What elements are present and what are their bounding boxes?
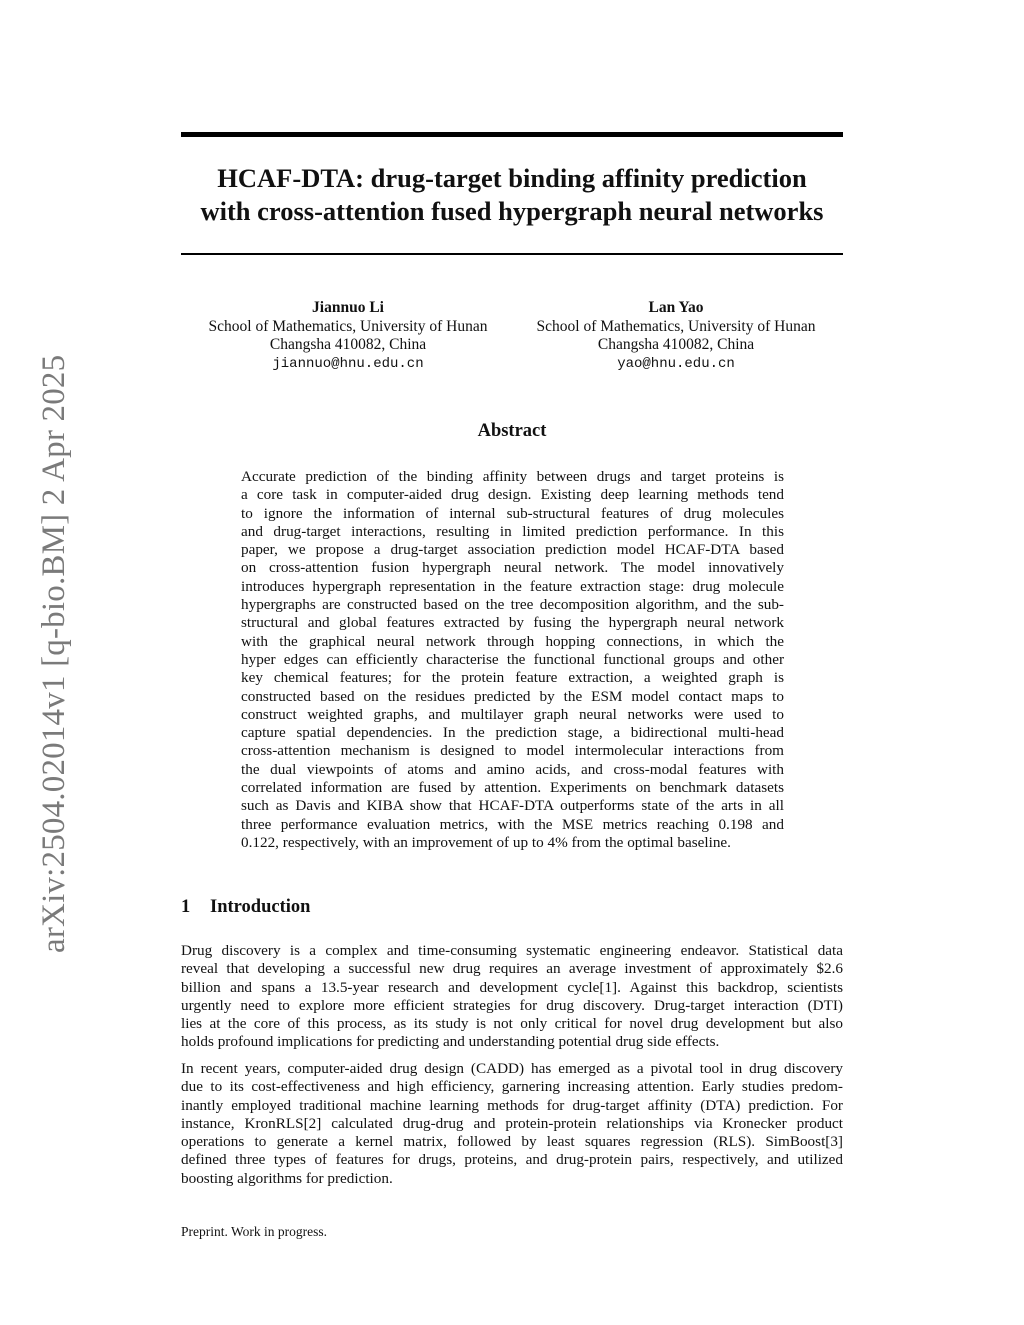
title-line: HCAF-DTA: drug-target binding affinity prediction — [217, 163, 807, 193]
title-line: with cross-attention fused hypergraph neural networks — [200, 196, 824, 226]
author-affiliation: School of Mathematics, University of Hunan — [208, 317, 488, 335]
section-number: 1 — [181, 897, 191, 917]
intro-paragraph-1 — [181, 942, 843, 1052]
author-email[interactable]: jiannuo@hnu.edu.cn — [272, 355, 424, 372]
title-top-rule — [181, 132, 843, 137]
abstract-body — [241, 468, 784, 852]
paragraph-line: defined three types of features for drugs, proteins, and drug-protein pairs, respectively, and utilized — [181, 1151, 843, 1169]
paragraph-line: billion and spans a 13.5-year research and development cycle[1]. Against this backdrop, scientists — [181, 978, 843, 996]
author-block-1 — [188, 299, 508, 373]
paragraph-line: holds profound implications for predicting and understanding potential drug side effects. — [181, 1033, 720, 1051]
preprint-footer: Preprint. Work in progress. — [181, 1224, 328, 1239]
abstract-line: introduces hypergraph representation in the feature extraction stage: drug molecule — [241, 577, 784, 595]
author-email[interactable]: yao@hnu.edu.cn — [617, 355, 735, 372]
abstract-line: capture spatial dependencies. In the prediction stage, a bidirectional multi-head — [241, 724, 784, 742]
abstract-line: 0.122, respectively, with an improvement of up to 4% from the optimal baseline. — [241, 833, 731, 851]
abstract-line: hypergraphs are constructed based on the tree decomposition algorithm, and the sub- — [241, 596, 784, 614]
abstract-line: the dual viewpoints of atoms and amino acids, and cross-modal features with — [241, 760, 784, 778]
abstract-line: cross-attention mechanism is designed to model intermolecular interactions from — [241, 742, 784, 760]
abstract-line: such as Davis and KIBA show that HCAF-DTA outperforms state of the arts in all — [241, 797, 784, 815]
arxiv-side-stamp: arXiv:2504.02014v1 [q-bio.BM] 2 Apr 2025 — [36, 354, 72, 953]
abstract-line: paper, we propose a drug-target association prediction model HCAF-DTA based — [241, 541, 784, 559]
paragraph-line: reveal that developing a successful new drug requires an average investment of approximately $2.6 — [181, 960, 843, 978]
abstract-line: correlated information are fused by attention. Experiments on benchmark datasets — [241, 779, 784, 797]
title-bottom-rule — [181, 253, 843, 255]
paragraph-line: Drug discovery is a complex and time-consuming systematic engineering endeavor. Statistical data — [181, 942, 843, 959]
abstract-line: structural and global features extracted by fusing the hypergraph neural network — [241, 614, 784, 632]
author-name: Lan Yao — [648, 299, 704, 316]
section-title: Introduction — [210, 897, 311, 917]
abstract-line: construct weighted graphs, and multilayer graph neural networks were used to — [241, 705, 784, 723]
paragraph-line: instance, KronRLS[2] calculated drug-drug and protein-protein relationships via Kronecker product — [181, 1114, 843, 1132]
paragraph-line: lies at the core of this process, as its study is not only critical for novel drug development but also — [181, 1015, 843, 1033]
author-location: Changsha 410082, China — [269, 336, 427, 353]
author-name: Jiannuo Li — [312, 299, 384, 316]
abstract-line: a core task in computer-aided drug design. Existing deep learning methods tend — [241, 486, 784, 504]
section-heading-introduction — [181, 897, 310, 918]
abstract-line: with the graphical neural network through hopping connections, in which the — [241, 632, 784, 650]
abstract-line: hyper edges can efficiently characterise the functional functional groups and other — [241, 650, 784, 668]
abstract-line: and drug-target interactions, resulting in limited prediction performance. In this — [241, 522, 784, 540]
paragraph-line: operations to generate a kernel matrix, followed by least squares regression (RLS). SimBoost[3] — [181, 1133, 843, 1151]
abstract-line: constructed based on the residues predicted by the ESM model contact maps to — [241, 687, 784, 705]
abstract-line: key chemical features; for the protein feature extraction, a weighted graph is — [241, 669, 784, 687]
abstract-heading: Abstract — [477, 421, 547, 441]
intro-paragraph-2 — [181, 1060, 843, 1188]
author-affiliation: School of Mathematics, University of Hunan — [536, 317, 816, 335]
abstract-line: on cross-attention fusion hypergraph neural network. The model innovatively — [241, 559, 784, 577]
paragraph-line: boosting algorithms for prediction. — [181, 1169, 393, 1187]
paragraph-line: urgently need to explore more efficient strategies for drug discovery. Drug-target interaction (DTI) — [181, 996, 843, 1014]
abstract-line: to ignore the information of internal sub-structural features of drug molecules — [241, 504, 784, 522]
author-block-2 — [516, 299, 836, 373]
abstract-line: Accurate prediction of the binding affinity between drugs and target proteins is — [241, 468, 784, 485]
author-location: Changsha 410082, China — [597, 336, 755, 353]
paragraph-line: In recent years, computer-aided drug design (CADD) has emerged as a pivotal tool in drug discovery — [181, 1060, 843, 1077]
paragraph-line: due to its cost-effectiveness and high efficiency, garnering increasing attention. Early studies predom- — [181, 1078, 843, 1096]
paper-title — [160, 162, 864, 228]
paragraph-line: inantly employed traditional machine learning methods for drug-target affinity (DTA) prediction. For — [181, 1096, 843, 1114]
abstract-line: three performance evaluation metrics, with the MSE metrics reaching 0.198 and — [241, 815, 784, 833]
